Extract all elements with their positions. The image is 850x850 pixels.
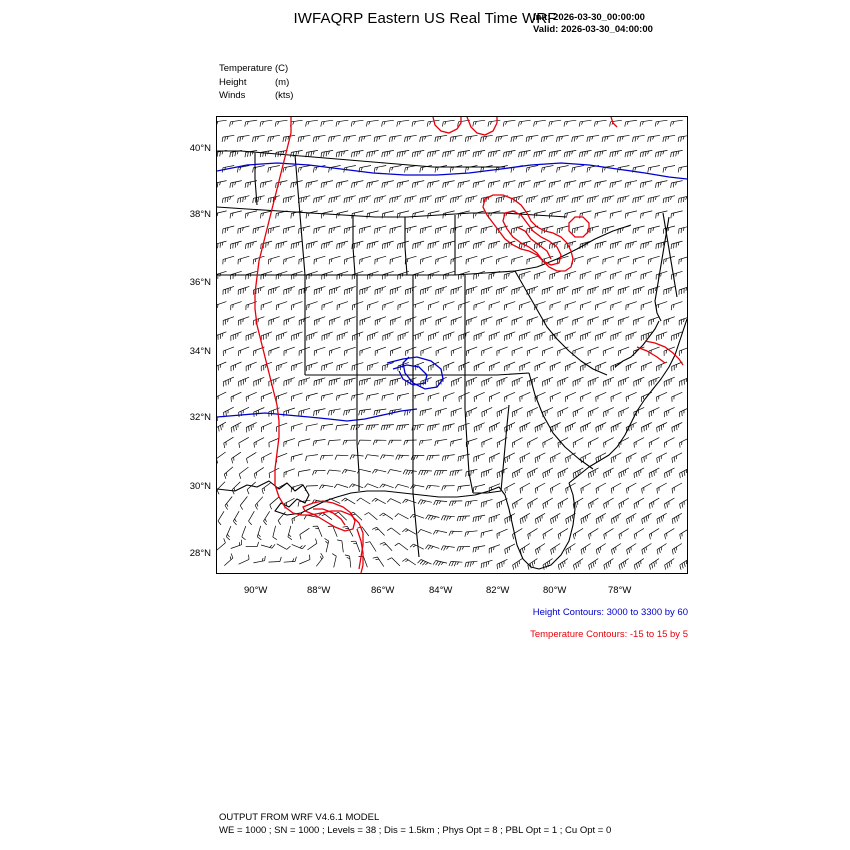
y-tick-label-38n: 38°N [189,209,211,220]
height-contours-note: Height Contours: 3000 to 3300 by 60 [532,607,688,618]
x-tick-label-84w: 84°W [429,585,453,596]
units-row-winds [219,89,293,103]
x-tick-label-78w: 78°W [608,585,632,596]
units-unit-temperature: (C) [275,63,289,74]
x-tick-label-90w: 90°W [244,585,268,596]
y-tick-label-30n: 30°N [189,481,211,492]
units-legend [219,62,293,103]
init-time: Init: 2026-03-30_00:00:00 [533,12,645,23]
x-tick-label-82w: 82°W [486,585,510,596]
x-tick-label-80w: 80°W [543,585,567,596]
y-tick-label-40n: 40°N [189,143,211,154]
y-tick-label-28n: 28°N [189,548,211,559]
geography-layer [217,151,687,569]
units-unit-winds: (kts) [275,90,294,101]
units-label-height: Height [219,76,247,88]
x-tick-label-86w: 86°W [371,585,395,596]
y-tick-label-32n: 32°N [189,412,211,423]
footer-model-line: OUTPUT FROM WRF V4.6.1 MODEL [219,812,380,823]
y-tick-label-34n: 34°N [189,346,211,357]
units-label-temperature: Temperature [219,63,273,74]
valid-time: Valid: 2026-03-30_04:00:00 [533,24,653,35]
footer [219,811,611,837]
units-row-temperature [219,62,293,76]
init-valid-times [533,12,653,36]
footer-config-line: WE = 1000 ; SN = 1000 ; Levels = 38 ; Dis = 1.5km ; Phys Opt = 8 ; PBL Opt = 1 ; Cu Opt = 0 [219,825,612,836]
wind-barb-layer [217,120,687,570]
y-tick-label-36n: 36°N [189,277,211,288]
height-contour-layer [217,163,687,421]
page-title: IWFAQRP Eastern US Real Time WRF [293,10,557,27]
header [0,10,850,28]
map-plot-area [216,116,688,574]
x-tick-label-88w: 88°W [307,585,331,596]
temperature-contours-note: Temperature Contours: -15 to 15 by 5 [530,629,688,640]
units-unit-height: (m) [275,76,290,88]
units-row-height [219,76,293,90]
map-canvas [217,117,687,573]
units-label-winds: Winds [219,90,246,101]
